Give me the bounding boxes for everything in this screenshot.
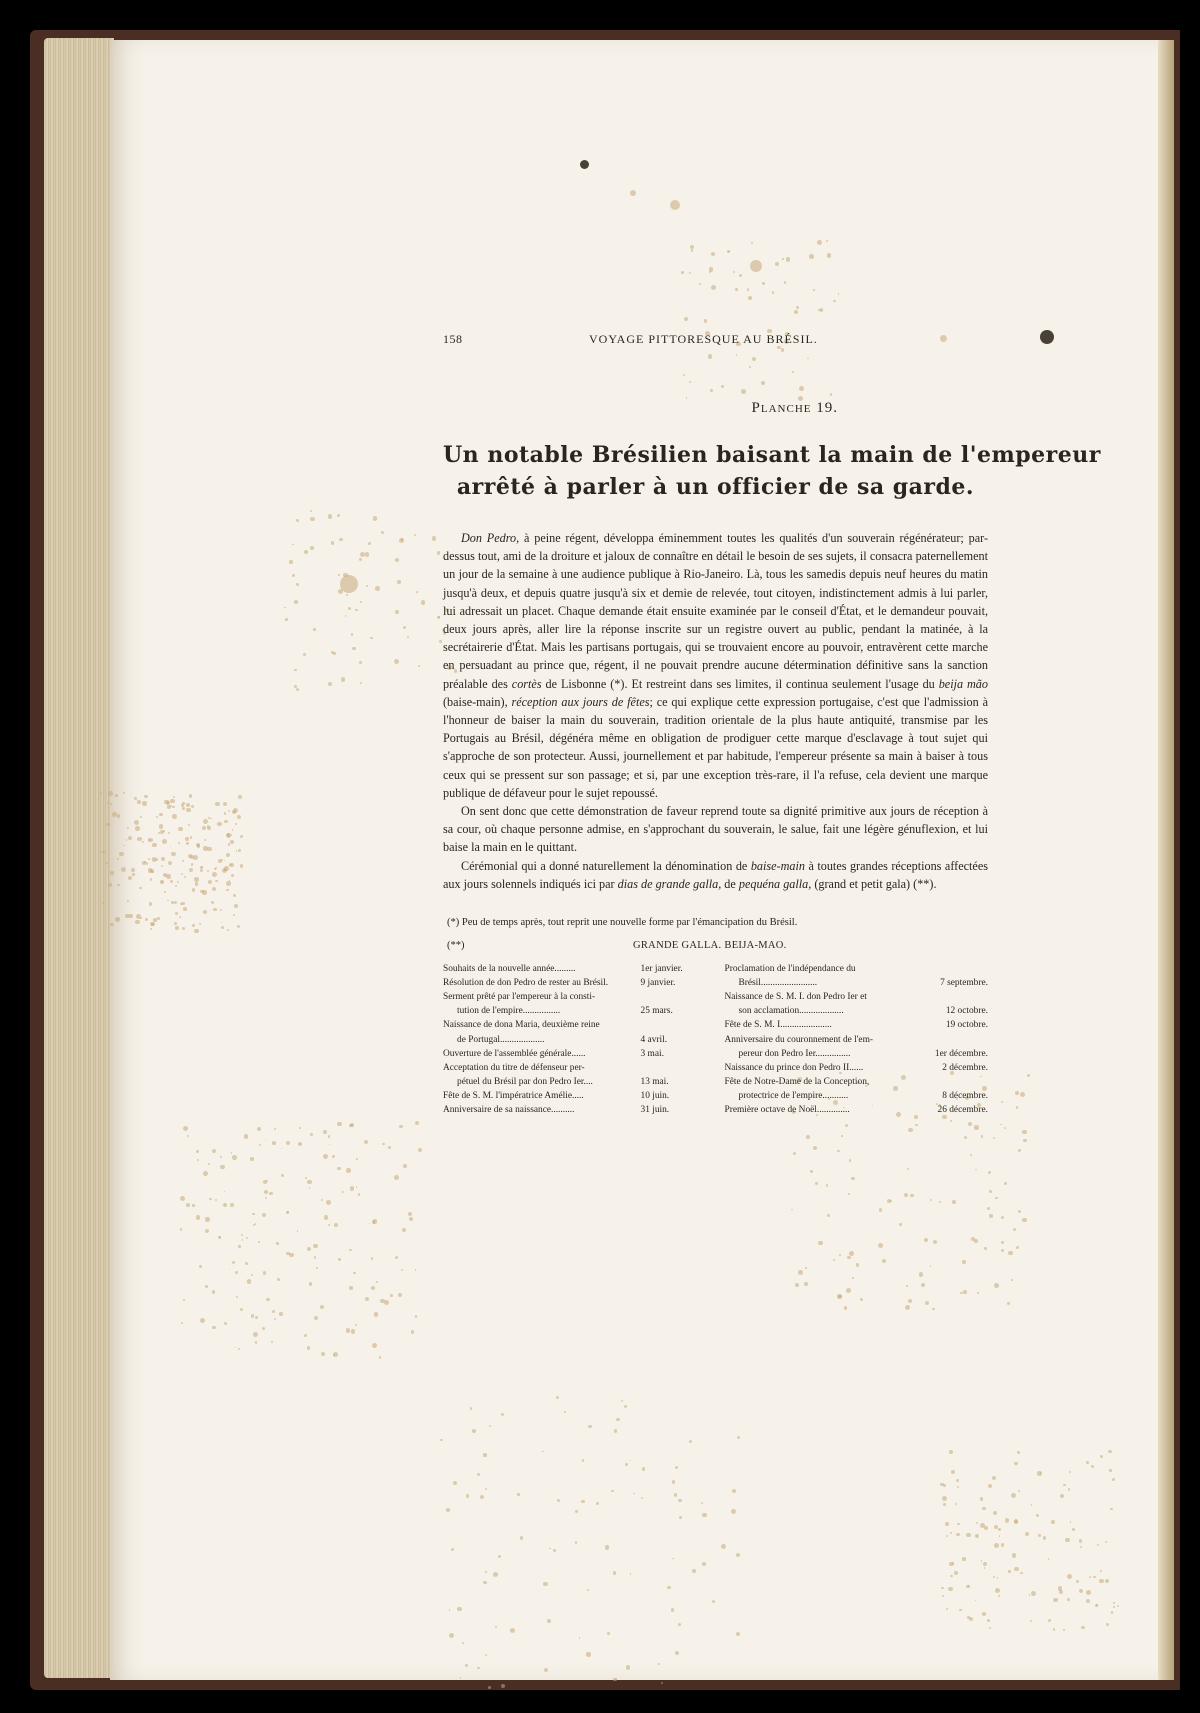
- galla-entry-label: Acceptation du titre de défenseur per-: [443, 1062, 585, 1073]
- galla-entry-label: Fête de Notre-Dame de la Conception,: [724, 1076, 870, 1087]
- text-run: à peine régent, développa éminemment toutes les qualités d'un souverain régénérateur; par-dessus tout, ami de la droiture et jaloux de connaître en détail le besoin de ses sujets, il consacra paternellement un jour de la semaine à une audience publique à Rio-Janeiro. Là, tous les samedis depuis neuf heures du matin jusqu'à deux, et depuis quatre jusqu'à six et demie de relevée, tout citoyen, indistinctement admis à lui parler, lui adressait un placet. Chaque demande était ensuite examinée par le conseil d'État, et le demandeur pouvait, deux jours après, aller lire la réponse inscrite sur un registre ouvert au public, pendant la matinée, à la secrétairerie d'État. Mais les partisans portugais, qui se trouvaient encore au pouvoir, entravèrent cette marche en persuadant au prince que, régent, il ne pouvait prendre aucune détermination définitive sans la sanction préalable des: [443, 531, 989, 691]
- galla-entry-date: 8 décembre.: [942, 1090, 988, 1101]
- galla-entry-date: 1er janvier.: [640, 964, 683, 975]
- galla-entry-date: 25 mars.: [640, 1006, 673, 1017]
- page-content: [443, 332, 1101, 1117]
- italic-phrase: beija mão: [938, 676, 988, 691]
- galla-entry: [443, 990, 707, 1018]
- galla-entry-date: 10 juin.: [640, 1090, 670, 1101]
- galla-entry-label: Anniversaire de sa naissance..........: [443, 1105, 575, 1115]
- galla-entry-label: Ouverture de l'assemblée générale......: [443, 1048, 586, 1059]
- text-run: Cérémonial qui a donné naturellement la dénomination de: [461, 858, 751, 873]
- italic-phrase: cortès: [511, 676, 542, 691]
- body-paragraph: [443, 802, 988, 857]
- galla-entry-label: Fête de S. M. l'impératrice Amélie.....: [443, 1090, 584, 1101]
- galla-entry: [443, 1047, 707, 1061]
- page-edges: [44, 38, 114, 1678]
- galla-entry-date: 4 avril.: [640, 1034, 668, 1045]
- galla-entry: [443, 976, 707, 990]
- running-head: [443, 332, 988, 352]
- galla-entry: [725, 1018, 989, 1032]
- text-run: (grand et petit gala) (**).: [811, 876, 937, 891]
- galla-entry: [725, 1075, 989, 1103]
- footnote-1: (*) Peu de temps après, tout reprit une nouvelle forme par l'émancipation du Brésil.: [447, 917, 798, 929]
- text-run: ; ce qui explique cette expression portugaise, c'est que l'admission à l'honneur de baiser la main du souverain, tradition orientale de la plus haute antiquité, transmise par les Portugais au Brésil, dégénéra même en obligation de prodiguer cette marque d'esclavage à tout sujet qui s'approche de son protecteur. Aussi, journellement et par habitude, l'empereur présente sa main à baiser à tous ceux qui se pressent sur son passage; et si, par une exception très-rare, il l'a refuse, cela devient une marque publique de défaveur pour le sujet repoussé.: [443, 694, 988, 800]
- galla-entry-label: Anniversaire du couronnement de l'em-: [724, 1034, 874, 1045]
- galla-entry: [443, 1061, 707, 1089]
- galla-entry-date: 12 octobre.: [945, 1006, 988, 1017]
- plate-number: Planche 19.: [751, 400, 838, 416]
- galla-entry-label: pétuel du Brésil par don Pedro Ier....: [457, 1076, 593, 1087]
- italic-phrase: dias de grande galla,: [617, 876, 722, 891]
- galla-entry: [725, 1103, 989, 1117]
- galla-entry: [443, 1018, 707, 1046]
- footnote-2-header: [443, 940, 988, 956]
- galla-entry: [725, 990, 989, 1018]
- body-paragraph: [443, 529, 988, 802]
- galla-entry: [725, 1061, 989, 1075]
- galla-entry-label: protectrice de l'empire...........: [738, 1090, 849, 1101]
- galla-column-right: [719, 962, 989, 1117]
- body-text: [443, 529, 988, 893]
- plate-title: [443, 439, 1101, 503]
- galla-entry-label: tution de l'empire................: [457, 1006, 561, 1017]
- galla-entry: [443, 1103, 707, 1117]
- galla-entry-date: 3 mai.: [640, 1048, 664, 1059]
- text-run: à toutes grandes réceptions affectées aux jours solennels indiqués ici par: [443, 858, 988, 891]
- galla-entry-label: Naissance de dona Maria, deuxième reine: [443, 1020, 600, 1031]
- galla-column-left: [443, 962, 719, 1117]
- italic-phrase: réception aux jours de fêtes: [511, 694, 650, 709]
- galla-entry-date: 31 juin.: [640, 1105, 670, 1115]
- italic-phrase: pequéna galla,: [738, 876, 812, 891]
- galla-entry-date: 7 septembre.: [940, 978, 988, 989]
- plate-title-line-2: arrêté à parler à un officier de sa garde.: [456, 474, 975, 500]
- galla-entry-date: 1er décembre.: [934, 1048, 988, 1059]
- galla-entry-label: pereur don Pedro Ier...............: [738, 1048, 851, 1059]
- galla-entry: [725, 962, 989, 990]
- galla-entry: [443, 962, 707, 976]
- running-title: VOYAGE PITTORESQUE AU BRÉSIL.: [589, 332, 818, 346]
- galla-entry-label: son acclamation...................: [738, 1006, 844, 1017]
- galla-entry-date: 13 mai.: [640, 1076, 669, 1087]
- plate-title-line-1: Un notable Brésilien baisant la main de l'empereur: [443, 442, 1101, 468]
- page-number: 158: [443, 332, 463, 346]
- galla-entry-label: Première octave de Noël..............: [724, 1105, 850, 1115]
- galla-entry-label: Naissance du prince don Pedro II......: [724, 1062, 864, 1073]
- right-page-edge: [1158, 40, 1174, 1680]
- text-run: On sent donc que cette démonstration de faveur reprend toute sa dignité primitive aux jours de réception à sa cour, où chaque personne admise, en s'approchant du souverain, le salue, fait une légère génuflexion, et lui baise la main en le quittant.: [443, 804, 988, 855]
- galla-entry-label: Brésil........................: [738, 978, 818, 989]
- galla-entry-date: 19 octobre.: [945, 1020, 988, 1031]
- galla-entry-label: Serment prêté par l'empereur à la consti-: [443, 992, 596, 1003]
- text-run: (baise-main),: [443, 694, 512, 709]
- galla-entry-date: 2 décembre.: [942, 1062, 988, 1073]
- italic-phrase: baise-main: [750, 858, 805, 873]
- text-run: de Lisbonne (*). Et restreint dans ses limites, il continua seulement l'usage du: [541, 676, 939, 691]
- galla-entry-label: Résolution de don Pedro de rester au Brésil.: [443, 978, 609, 989]
- galla-entry-label: de Portugal...................: [457, 1034, 545, 1045]
- galla-entry-date: 26 décembre.: [937, 1105, 988, 1115]
- footnote-2-mark: (**): [447, 940, 465, 952]
- galla-table-title: GRANDE GALLA. BEIJA-MAO.: [633, 940, 787, 952]
- galla-table: [443, 962, 988, 1117]
- galla-entry-label: Proclamation de l'indépendance du: [724, 964, 856, 975]
- galla-entry: [725, 1033, 989, 1061]
- galla-entry-date: 9 janvier.: [640, 978, 676, 989]
- italic-phrase: Don Pedro,: [461, 531, 520, 545]
- galla-entry: [443, 1089, 707, 1103]
- galla-entry-label: Naissance de S. M. I. don Pedro Ier et: [724, 992, 867, 1003]
- galla-entry-label: Souhaits de la nouvelle année.........: [443, 964, 576, 975]
- text-run: de: [721, 876, 739, 891]
- galla-entry-label: Fête de S. M. I......................: [724, 1020, 832, 1031]
- body-paragraph: [443, 857, 988, 893]
